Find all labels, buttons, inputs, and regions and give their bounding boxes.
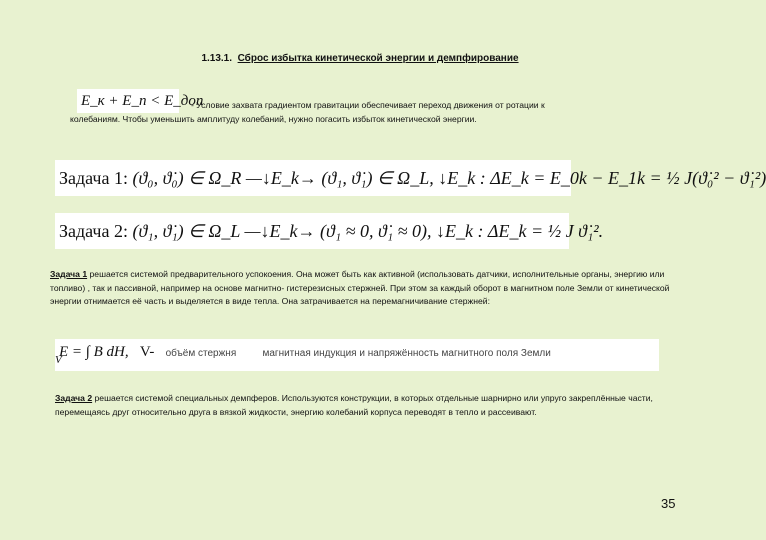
- task1-formula-expr: (ϑ₀, ϑ̇₀) ∈ Ω_R —↓E_k→ (ϑ₁, ϑ̇₁) ∈ Ω_L, ↓E_k : ΔE_k = E_0k − E_1k = ½ J(ϑ̇₀² − ϑ̇₁²): [132, 168, 766, 188]
- task2-formula: [55, 213, 604, 249]
- task1-text: решается системой предварительного успокоения. Она может быть как активной (использовать датчики, исполнительные органы, энергию или топливо) , так и пассивной, например на основе магнитно- гистерезисных стержней. При этом за каждый оборот в магнитном поле Земли от кинетической энергии отнимается её часть и выделяется в виде тепла. Она затрачивается на перемагничивание стержней:: [50, 269, 670, 306]
- intro-text: - Условие захвата градиентом гравитации обеспечивает переход движения от ротации к колебаниям. Чтобы уменьшить амплитуду колебаний, нужно погасить избыток кинетической энергии.: [70, 100, 545, 124]
- intro-paragraph: [70, 99, 590, 126]
- page-number: 35: [661, 496, 676, 511]
- energy-expr: E = ∫ B dH,: [59, 344, 129, 360]
- section-number: 1.13.1.: [201, 53, 233, 64]
- capture-condition-text: E_к + E_п < E_доп: [81, 93, 204, 109]
- task2-text: решается системой специальных демпферов. Используются конструкции, в которых отдельные шарнирно или упруго закреплённые части, перемещаясь друг относительно друга в вязкой жидкости, энергию колебаний корпуса переводят в тепло и рассеивают.: [55, 393, 653, 417]
- energy-v-label: V-: [139, 344, 155, 360]
- task1-formula-label: Задача 1:: [59, 168, 128, 188]
- energy-formula: [55, 339, 659, 371]
- energy-subscript: V: [55, 354, 62, 366]
- energy-volume-desc: объём стержня: [165, 348, 237, 359]
- task1-paragraph: [50, 268, 690, 309]
- section-title: [0, 53, 720, 64]
- task1-formula: [55, 160, 766, 196]
- task2-paragraph: [55, 392, 695, 419]
- task2-label: Задача 2: [55, 393, 93, 403]
- task2-formula-label: Задача 2:: [59, 221, 128, 241]
- task2-formula-expr: (ϑ₁, ϑ̇₁) ∈ Ω_L —↓E_k→ (ϑ₁ ≈ 0, ϑ̇₁ ≈ 0), ↓E_k : ΔE_k = ½ J ϑ̇₁².: [132, 221, 604, 241]
- task1-label: Задача 1: [50, 269, 88, 279]
- energy-field-desc: магнитная индукция и напряжённость магнитного поля Земли: [262, 348, 551, 359]
- section-title-text: Сброс избытка кинетической энергии и демпфирование: [237, 53, 519, 64]
